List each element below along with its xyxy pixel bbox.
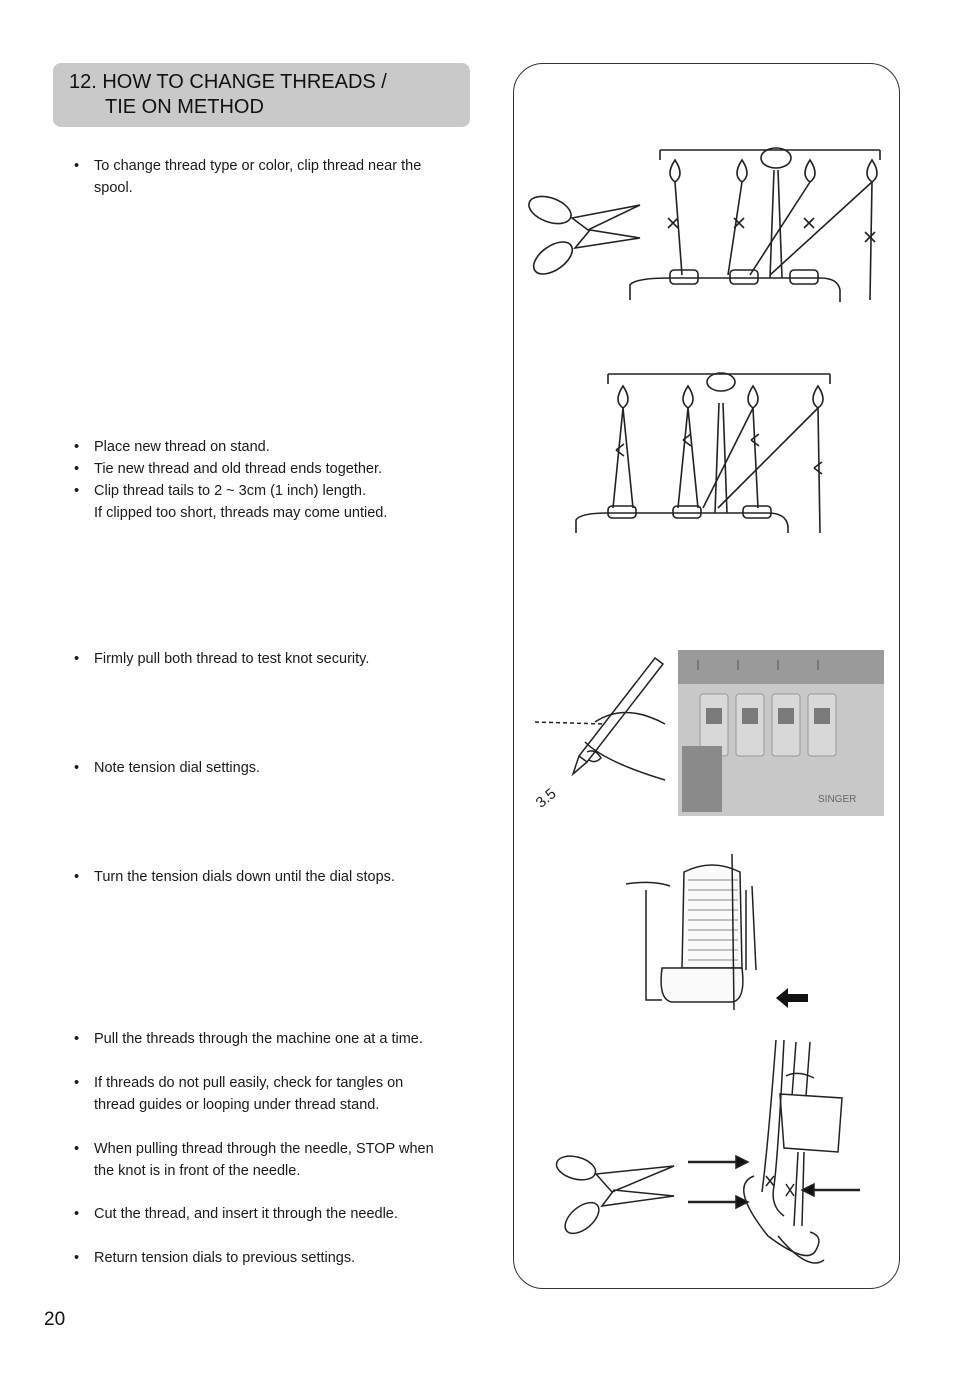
bullet-stop-knot: • When pulling thread through the needle, STOP when the knot is in front of the needle. (74, 1141, 434, 1179)
thread-stand-tie-illustration (568, 368, 848, 538)
pencil-icon (573, 658, 663, 774)
section-title (53, 63, 470, 127)
bullet-pull-through: • Pull the threads through the machine one at a time. (74, 1031, 423, 1047)
tension-dial-closeup (622, 850, 822, 1020)
tension-dials-photo (678, 650, 884, 816)
thread-stand-clip-illustration (520, 130, 890, 310)
page-number: 20 (44, 1309, 66, 1330)
bullet-note-tension: • Note tension dial settings. (74, 760, 261, 776)
brand-label: SINGER (818, 794, 857, 805)
bullet-cut-insert: • Cut the thread, and insert it through the needle. (74, 1206, 398, 1222)
title-line-2: TIE ON METHOD (105, 96, 264, 118)
pencil-note-illustration (525, 652, 675, 812)
dial-note-value: 3.5 (532, 785, 560, 812)
scissors-icon (525, 191, 640, 280)
bullet-return-dials: • Return tension dials to previous settings. (74, 1250, 356, 1266)
bullet-place-thread: • Place new thread on stand. (74, 439, 270, 455)
bullet-check-tangles: • If threads do not pull easily, check for tangles on thread guides or looping under thread stand. (74, 1075, 404, 1113)
bullet-clip-thread: • To change thread type or color, clip thread near the spool. (74, 158, 422, 196)
scissors-icon (554, 1152, 674, 1239)
needle-knot-illustration (548, 1036, 868, 1276)
arrow-left-icon (776, 988, 808, 1008)
bullet-turn-dials: • Turn the tension dials down until the dial stops. (74, 869, 395, 885)
bullet-clip-tails: • Clip thread tails to 2 ~ 3cm (1 inch) length. If clipped too short, threads may come untied. (74, 483, 388, 521)
bullet-pull-test: • Firmly pull both thread to test knot security. (74, 651, 370, 667)
title-line-1: 12. HOW TO CHANGE THREADS / (69, 71, 387, 93)
bullet-tie-threads: • Tie new thread and old thread ends together. (74, 461, 383, 477)
